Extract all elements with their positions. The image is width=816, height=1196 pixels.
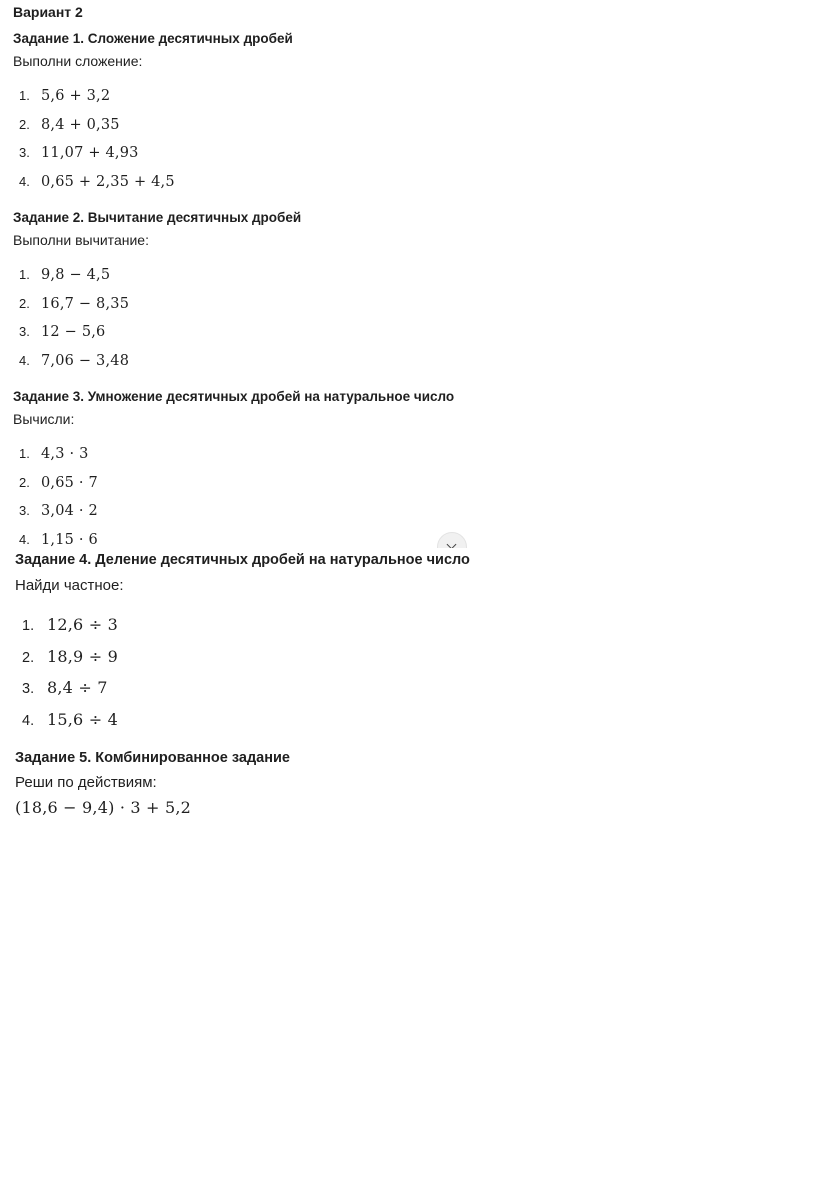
list-item [19,503,98,519]
item-expression: 7,06 − 3,48 [41,353,130,369]
list-item [19,446,89,462]
list-item [19,88,110,104]
item-number: 4. [19,174,30,189]
item-expression: 0,65 · 7 [41,475,98,491]
scroll-down-button[interactable] [437,532,467,548]
item-expression: 12,6 ÷ 3 [47,615,118,634]
list-item [19,353,129,369]
item-number: 1. [22,618,35,634]
item-number: 2. [19,475,30,490]
list-item [19,174,175,190]
item-number: 4. [19,532,30,547]
item-number: 4. [19,353,30,368]
item-number: 2. [22,650,35,666]
item-number: 1. [19,446,30,461]
item-expression: 12 − 5,6 [41,324,106,340]
item-expression: 9,8 − 4,5 [41,267,111,283]
item-expression: 8,4 ÷ 7 [47,678,108,697]
variant-title: Вариант 2 [13,4,83,20]
item-expression: 3,04 · 2 [41,503,98,519]
item-expression: 1,15 · 6 [41,532,98,548]
list-item [22,647,118,666]
item-expression: 11,07 + 4,93 [41,145,139,161]
item-number: 3. [19,503,30,518]
list-item [19,532,98,548]
task5-intro: Реши по действиям: [15,774,157,791]
task1-intro: Выполни сложение: [13,53,143,69]
task3-intro: Вычисли: [13,411,75,427]
item-number: 2. [19,296,30,311]
list-item [19,267,110,283]
item-number: 3. [22,681,35,697]
task3-heading: Задание 3. Умножение десятичных дробей на натуральное число [13,389,455,404]
item-expression: 5,6 + 3,2 [41,88,111,104]
list-item [19,296,129,312]
item-number: 1. [19,88,30,103]
task4-heading: Задание 4. Деление десятичных дробей на натуральное число [15,552,470,568]
task5-expression: (18,6 − 9,4) · 3 + 5,2 [15,798,191,817]
item-number: 3. [19,145,30,160]
list-item [19,475,98,491]
list-item [19,117,120,133]
task1-heading: Задание 1. Сложение десятичных дробей [13,31,293,46]
item-number: 3. [19,324,30,339]
item-number: 4. [22,713,35,729]
list-item [19,324,105,340]
task2-intro: Выполни вычитание: [13,232,149,248]
item-expression: 8,4 + 0,35 [41,117,120,133]
item-number: 1. [19,267,30,282]
item-number: 2. [19,117,30,132]
item-expression: 15,6 ÷ 4 [47,710,118,729]
item-expression: 18,9 ÷ 9 [47,647,118,666]
list-item [22,615,118,634]
task2-heading: Задание 2. Вычитание десятичных дробей [13,210,302,225]
task5-heading: Задание 5. Комбинированное задание [15,750,290,766]
list-item [22,710,118,729]
list-item [19,145,139,161]
item-expression: 0,65 + 2,35 + 4,5 [41,174,175,190]
item-expression: 16,7 − 8,35 [41,296,130,312]
task4-intro: Найди частное: [15,577,124,594]
list-item [22,678,108,697]
item-expression: 4,3 · 3 [41,446,89,462]
